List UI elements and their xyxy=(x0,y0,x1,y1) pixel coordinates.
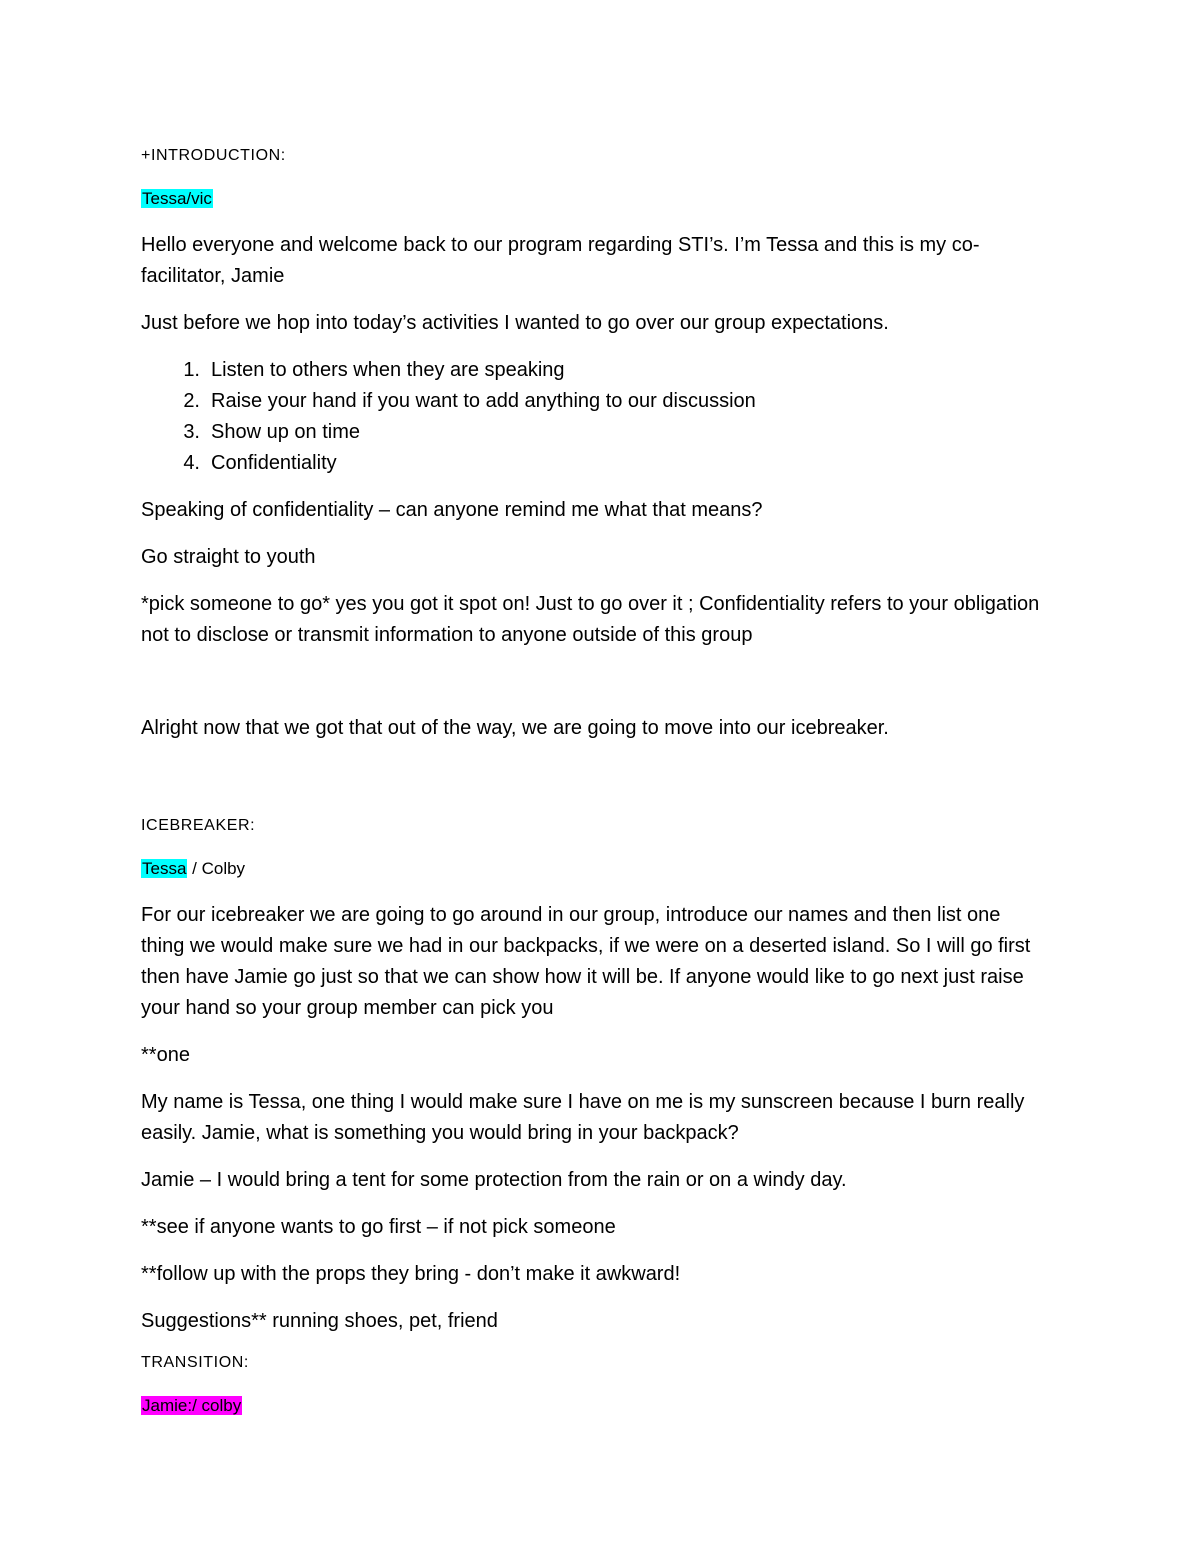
expectations-list xyxy=(141,355,1041,479)
list-item-text: Raise your hand if you want to add anything to our discussion xyxy=(211,390,756,412)
icebreaker-paragraph-one: **one xyxy=(141,1044,190,1066)
list-item xyxy=(141,355,1041,386)
blank-line xyxy=(141,760,1041,816)
intro-paragraph-move-on: Alright now that we got that out of the way, we are going to move into our icebreaker. xyxy=(141,717,889,739)
icebreaker-speaker-rest: / Colby xyxy=(187,859,246,878)
list-item xyxy=(141,386,1041,417)
list-item-number: 3. xyxy=(183,421,200,443)
intro-paragraph-go-to-youth: Go straight to youth xyxy=(141,546,316,568)
icebreaker-heading: ICEBREAKER: xyxy=(141,817,256,834)
icebreaker-speaker-highlight: Tessa xyxy=(142,859,187,878)
list-item-text: Confidentiality xyxy=(211,452,337,474)
intro-paragraph-expectations: Just before we hop into today’s activities I wanted to go over our group expectations. xyxy=(141,312,889,334)
introduction-speaker xyxy=(141,188,1041,210)
transition-heading: TRANSITION: xyxy=(141,1354,249,1371)
transition-speaker-highlight: Jamie:/ colby xyxy=(142,1396,242,1415)
intro-paragraph-confidentiality-question: Speaking of confidentiality – can anyone remind me what that means? xyxy=(141,499,763,521)
icebreaker-paragraph-follow-up: **follow up with the props they bring - don’t make it awkward! xyxy=(141,1263,681,1285)
list-item-text: Listen to others when they are speaking xyxy=(211,359,565,381)
icebreaker-paragraph-instructions: For our icebreaker we are going to go around in our group, introduce our names and then list one thing we would make sure we had in our backpacks, if we were on a deserted island. So I will go first then have Jamie go just so that we can show how it will be. If anyone would like to go next just raise your hand so your group member can pick you xyxy=(141,904,1031,1019)
transition-speaker xyxy=(141,1395,1041,1417)
document-body xyxy=(141,146,1041,1437)
introduction-speaker-highlight: Tessa/vic xyxy=(142,189,212,208)
list-item-text: Show up on time xyxy=(211,421,360,443)
icebreaker-paragraph-jamie-example: Jamie – I would bring a tent for some protection from the rain or on a windy day. xyxy=(141,1169,847,1191)
list-item xyxy=(141,448,1041,479)
intro-paragraph-confidentiality-definition: *pick someone to go* yes you got it spot on! Just to go over it ; Confidentiality refers to your obligation not to disclose or transmit information to anyone outside of this group xyxy=(141,593,1040,646)
icebreaker-paragraph-tessa-example: My name is Tessa, one thing I would make sure I have on me is my sunscreen because I burn really easily. Jamie, what is something you would bring in your backpack? xyxy=(141,1091,1025,1144)
introduction-heading: +INTRODUCTION: xyxy=(141,147,286,164)
list-item-number: 2. xyxy=(183,390,200,412)
list-item-number: 1. xyxy=(183,359,200,381)
icebreaker-paragraph-see-if-anyone: **see if anyone wants to go first – if not pick someone xyxy=(141,1216,616,1238)
icebreaker-speaker xyxy=(141,858,1041,880)
intro-paragraph-welcome: Hello everyone and welcome back to our program regarding STI’s. I’m Tessa and this is my co-facilitator, Jamie xyxy=(141,234,980,287)
list-item xyxy=(141,417,1041,448)
list-item-number: 4. xyxy=(183,452,200,474)
icebreaker-paragraph-suggestions: Suggestions** running shoes, pet, friend xyxy=(141,1310,498,1332)
blank-line xyxy=(141,667,1041,713)
